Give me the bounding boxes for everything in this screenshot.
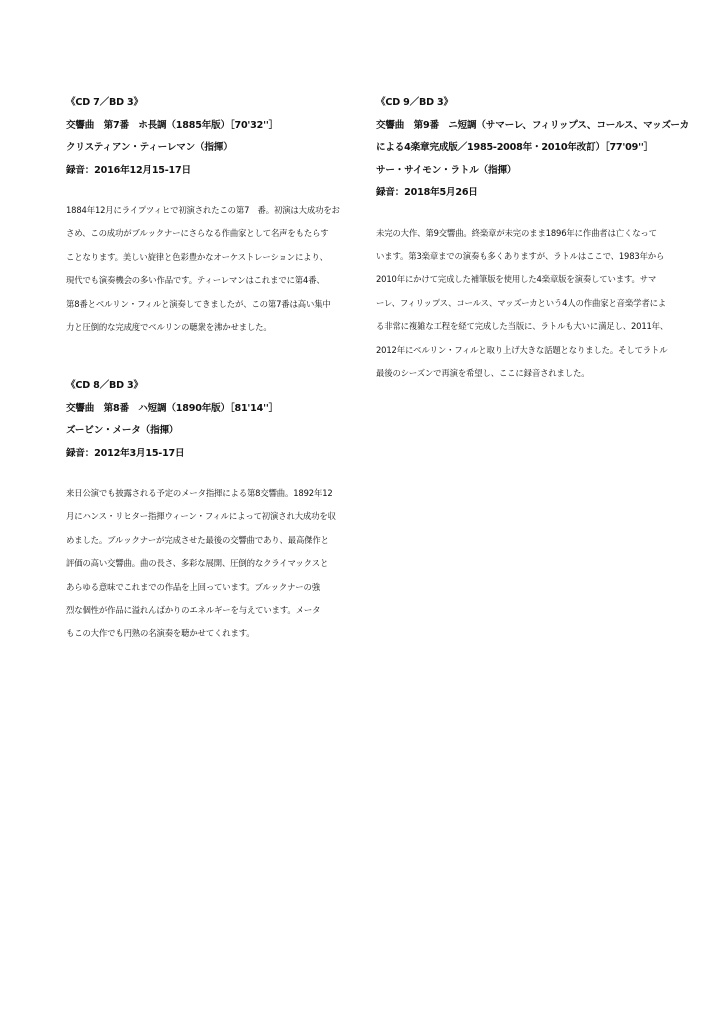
- description: [376, 222, 676, 386]
- recording-date: 録音：2018年5月26日: [376, 187, 478, 198]
- section-cd8: [66, 375, 366, 646]
- description-line: 2012年にベルリン・フィルと取り上げ大きな話題となりました。そしてラトル: [376, 344, 668, 355]
- work-title: 交響曲 第7番 ホ長調（1885年版）［70'32''］: [66, 119, 278, 131]
- section-label: 《CD 7／BD 3》: [66, 97, 143, 108]
- description-line: 烈な個性が作品に溢れんばかりのエネルギーを与えています。メータ: [66, 605, 321, 616]
- work-title-continued: による4楽章完成版／1985-2008年・2010年改訂）［77'09''］: [376, 142, 653, 153]
- description-line: 評価の高い交響曲。曲の長さ、多彩な展開、圧倒的なクライマックスと: [66, 558, 329, 569]
- section-cd7: [66, 92, 366, 339]
- description-line: ーレ、フィリップス、コールス、マッズーカという4人の作曲家と音楽学者によ: [376, 297, 667, 308]
- description-line: 現代でも演奏機会の多い作品です。ティーレマンはこれまでに第4番、: [66, 275, 325, 286]
- recording-date: 録音：2016年12月15-17日: [66, 164, 191, 176]
- description-line: 力と圧倒的な完成度でベルリンの聴衆を沸かせました。: [66, 322, 272, 333]
- description-line: る非常に複雑な工程を経て完成した当版に、ラトルも大いに満足し、2011年、: [376, 321, 669, 332]
- description-line: 2010年にかけて完成した補筆版を使用した4楽章版を演奏しています。サマ: [376, 274, 657, 285]
- description-line: 来日公演でも披露される予定のメータ指揮による第8交響曲。1892年12: [66, 488, 333, 498]
- description-line: 1884年12月にライプツィヒで初演されたこの第7 番。初演は大成功をお: [66, 205, 340, 215]
- description: [66, 482, 366, 646]
- conductor: クリスティアン・ティーレマン（指揮）: [66, 142, 233, 153]
- section-label: 《CD 8／BD 3》: [66, 380, 143, 391]
- conductor: ズービン・メータ（指揮）: [66, 425, 179, 436]
- description-line: ことなります。美しい旋律と色彩豊かなオーケストレーションにより、: [66, 251, 328, 262]
- description: [66, 199, 366, 339]
- description-line: めました。ブルックナーが完成させた最後の交響曲であり、最高傑作と: [66, 534, 329, 545]
- description-line: あらゆる意味でこれまでの作品を上回っています。ブルックナーの強: [66, 581, 320, 592]
- description-line: 最後のシーズンで再演を希望し、ここに録音されました。: [376, 367, 590, 378]
- section-cd9: [376, 92, 690, 385]
- description-line: 第8番とベルリン・フィルと演奏してきましたが、この第7番は高い集中: [66, 298, 331, 309]
- description-line: 未完の大作、第9交響曲。終楽章が未完のまま1896年に作曲者は亡くなって: [376, 227, 657, 238]
- recording-date: 録音：2012年3月15-17日: [66, 447, 185, 459]
- conductor: サー・サイモン・ラトル（指揮）: [376, 164, 517, 176]
- work-title: 交響曲 第8番 ハ短調（1890年版）［81'14''］: [66, 402, 278, 414]
- work-title: 交響曲 第9番 ニ短調（サマーレ、フィリップス、コールス、マッズーカ: [376, 119, 690, 131]
- description-line: います。第3楽章までの演奏も多くありますが、ラトルはここで、1983年から: [376, 250, 665, 261]
- section-label: 《CD 9／BD 3》: [376, 97, 453, 108]
- description-line: さめ、この成功がブルックナーにさらなる作曲家として名声をもたらす: [66, 228, 329, 239]
- description-line: もこの大作でも円熟の名演奏を聴かせてくれます。: [66, 628, 255, 639]
- description-line: 月にハンス・リヒター指揮ウィーン・フィルによって初演され大成功を収: [66, 511, 336, 522]
